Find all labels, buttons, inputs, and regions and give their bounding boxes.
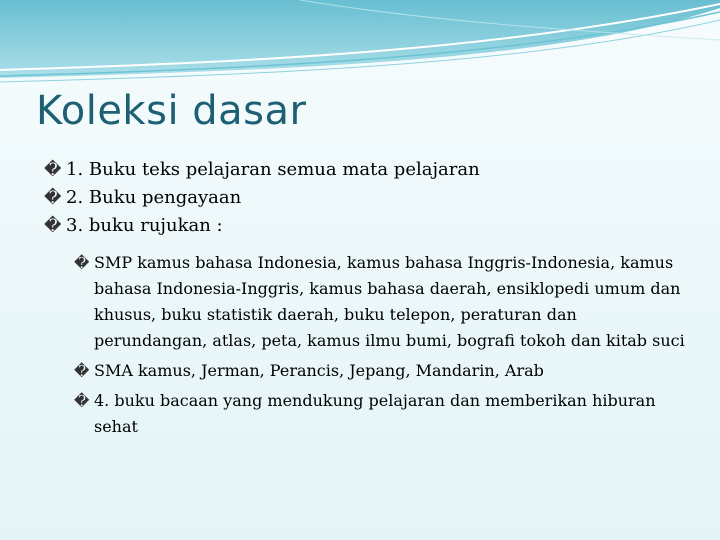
sub-list-item-text: SMP kamus bahasa Indonesia, kamus bahasa Inggris-Indonesia, kamus bahasa Indonesia-Inggris, kamus bahasa daerah, ensiklopedi umum dan khusus, buku statistik daerah, buku telepon, peraturan dan perundangan, atlas, peta, kamus ilmu bumi, bografi tokoh dan kitab suci [94,253,685,350]
list-item-text: 2. Buku pengayaan [66,187,242,208]
list-item [44,184,694,212]
list-item [44,156,694,184]
sub-list-item [74,250,694,354]
bullet-icon: � [74,362,90,380]
list-item-text: 3. buku rujukan : [66,215,223,236]
list-item-text: 1. Buku teks pelajaran semua mata pelajaran [66,159,480,180]
list-item [44,212,694,240]
sub-list-item-text: SMA kamus, Jerman, Perancis, Jepang, Mandarin, Arab [94,361,544,380]
bullet-icon: � [74,392,90,410]
sub-list-item [74,358,694,384]
bullet-icon: � [44,160,62,180]
sub-list-item-text: 4. buku bacaan yang mendukung pelajaran dan memberikan hiburan sehat [94,391,656,436]
sub-list [74,250,694,440]
bullet-icon: � [44,216,62,236]
bullet-icon: � [44,188,62,208]
bullet-icon: � [74,254,90,272]
slide-title: Koleksi dasar [36,88,307,134]
header-wave-decoration [0,0,720,100]
sub-list-item [74,388,694,440]
slide-body [44,156,694,440]
